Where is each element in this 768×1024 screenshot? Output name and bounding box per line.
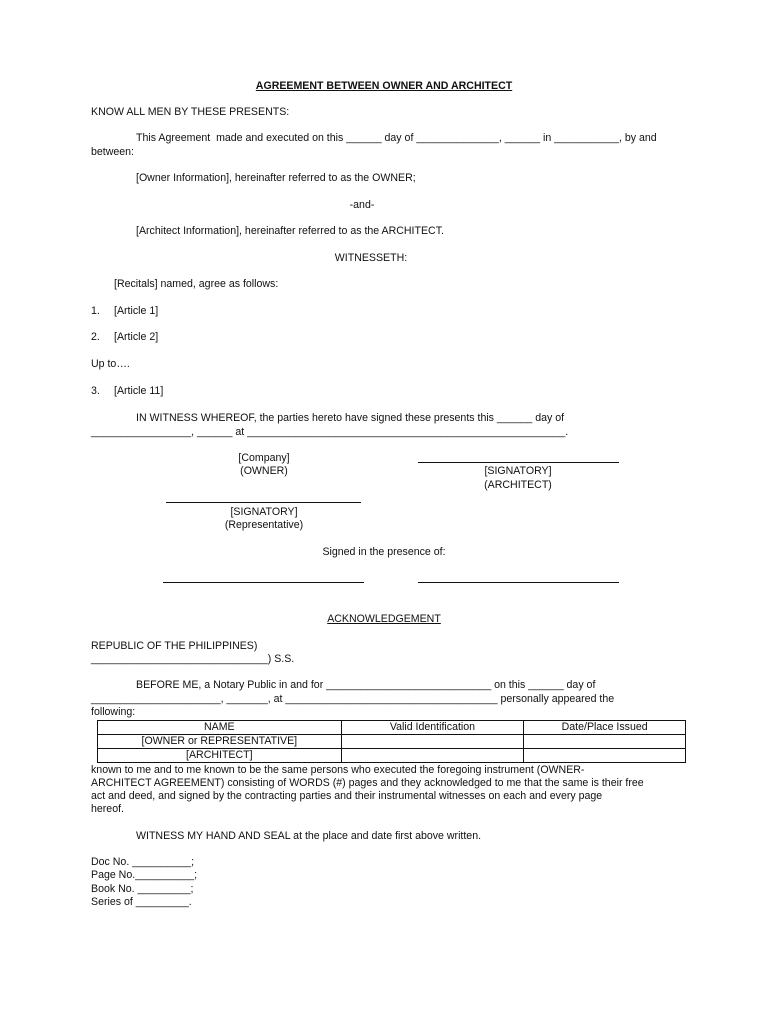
table-header-row xyxy=(98,721,686,735)
witness-line-2: _________________, ______ at ______________________________________________________. xyxy=(91,426,569,438)
republic-line: REPUBLIC OF THE PHILIPPINES) xyxy=(91,640,258,652)
ss-line: ______________________________) S.S. xyxy=(91,653,295,665)
architect-role: (ARCHITECT) xyxy=(484,479,552,491)
signature-line-representative xyxy=(166,502,361,503)
representative-signatory: [SIGNATORY] xyxy=(230,506,298,518)
table-cell-date-place xyxy=(524,749,686,763)
table-cell-name: [OWNER or REPRESENTATIVE] xyxy=(98,735,342,749)
before-me-line-1: BEFORE ME, a Notary Public in and for ____________________________ on this ______ day of xyxy=(136,679,596,691)
known-line-1: known to me and to me known to be the same persons who executed the foregoing instrument (OWNER- xyxy=(91,764,585,776)
table-cell-date-place xyxy=(524,735,686,749)
intro-line-2: between: xyxy=(91,146,134,158)
table-cell-name: [ARCHITECT] xyxy=(98,749,342,763)
before-me-line-3: following: xyxy=(91,706,136,718)
known-line-3: act and deed, and signed by the contracting parties and their instrumental witnesses on each and every page xyxy=(91,790,603,802)
table-header-date-place: Date/Place Issued xyxy=(524,721,686,735)
table-row xyxy=(98,749,686,763)
up-to-text: Up to…. xyxy=(91,358,130,370)
article-item: [Article 2] xyxy=(114,331,159,343)
signed-presence: Signed in the presence of: xyxy=(322,546,446,558)
article-number: 1. xyxy=(91,305,100,317)
series-of: Series of _________. xyxy=(91,896,192,908)
known-line-2: ARCHITECT AGREEMENT) consisting of WORDS (#) pages and they acknowledged to me that the same is their free xyxy=(91,777,644,789)
recitals: [Recitals] named, agree as follows: xyxy=(114,278,279,290)
hand-and-seal: WITNESS MY HAND AND SEAL at the place and date first above written. xyxy=(136,830,482,842)
appearance-table xyxy=(97,720,686,763)
and-separator: -and- xyxy=(349,199,375,211)
article-number: 2. xyxy=(91,331,100,343)
table-cell-identification xyxy=(341,735,524,749)
witnesseth-heading: WITNESSETH: xyxy=(334,252,408,264)
architect-info: [Architect Information], hereinafter referred to as the ARCHITECT. xyxy=(136,225,444,237)
witness-signature-line-2 xyxy=(418,582,619,583)
preamble: KNOW ALL MEN BY THESE PRESENTS: xyxy=(91,106,290,118)
article-number: 3. xyxy=(91,385,100,397)
table-cell-identification xyxy=(341,749,524,763)
table-row xyxy=(98,735,686,749)
witness-line-1: IN WITNESS WHEREOF, the parties hereto have signed these presents this ______ day of xyxy=(136,412,565,424)
witness-signature-line-1 xyxy=(163,582,364,583)
intro-line-1: This Agreement made and executed on this ______ day of ______________, ______ in ___________, by and xyxy=(136,132,657,144)
article-item: [Article 11] xyxy=(114,385,164,397)
before-me-line-2: ______________________, _______, at ____________________________________ personally appeared the xyxy=(91,693,615,705)
representative-role: (Representative) xyxy=(224,519,304,531)
page-no: Page No.__________; xyxy=(91,869,198,881)
signature-line-architect xyxy=(418,462,619,463)
article-item: [Article 1] xyxy=(114,305,159,317)
table-header-identification: Valid Identification xyxy=(341,721,524,735)
document-title: AGREEMENT BETWEEN OWNER AND ARCHITECT xyxy=(255,80,513,92)
acknowledgement-title: ACKNOWLEDGEMENT xyxy=(327,613,441,625)
owner-company: [Company] xyxy=(238,452,290,464)
owner-info: [Owner Information], hereinafter referred to as the OWNER; xyxy=(136,172,416,184)
owner-role: (OWNER) xyxy=(240,465,288,477)
book-no: Book No. _________; xyxy=(91,883,194,895)
architect-signatory: [SIGNATORY] xyxy=(484,465,552,477)
doc-no: Doc No. __________; xyxy=(91,856,195,868)
table-header-name: NAME xyxy=(98,721,342,735)
known-line-4: hereof. xyxy=(91,803,124,815)
